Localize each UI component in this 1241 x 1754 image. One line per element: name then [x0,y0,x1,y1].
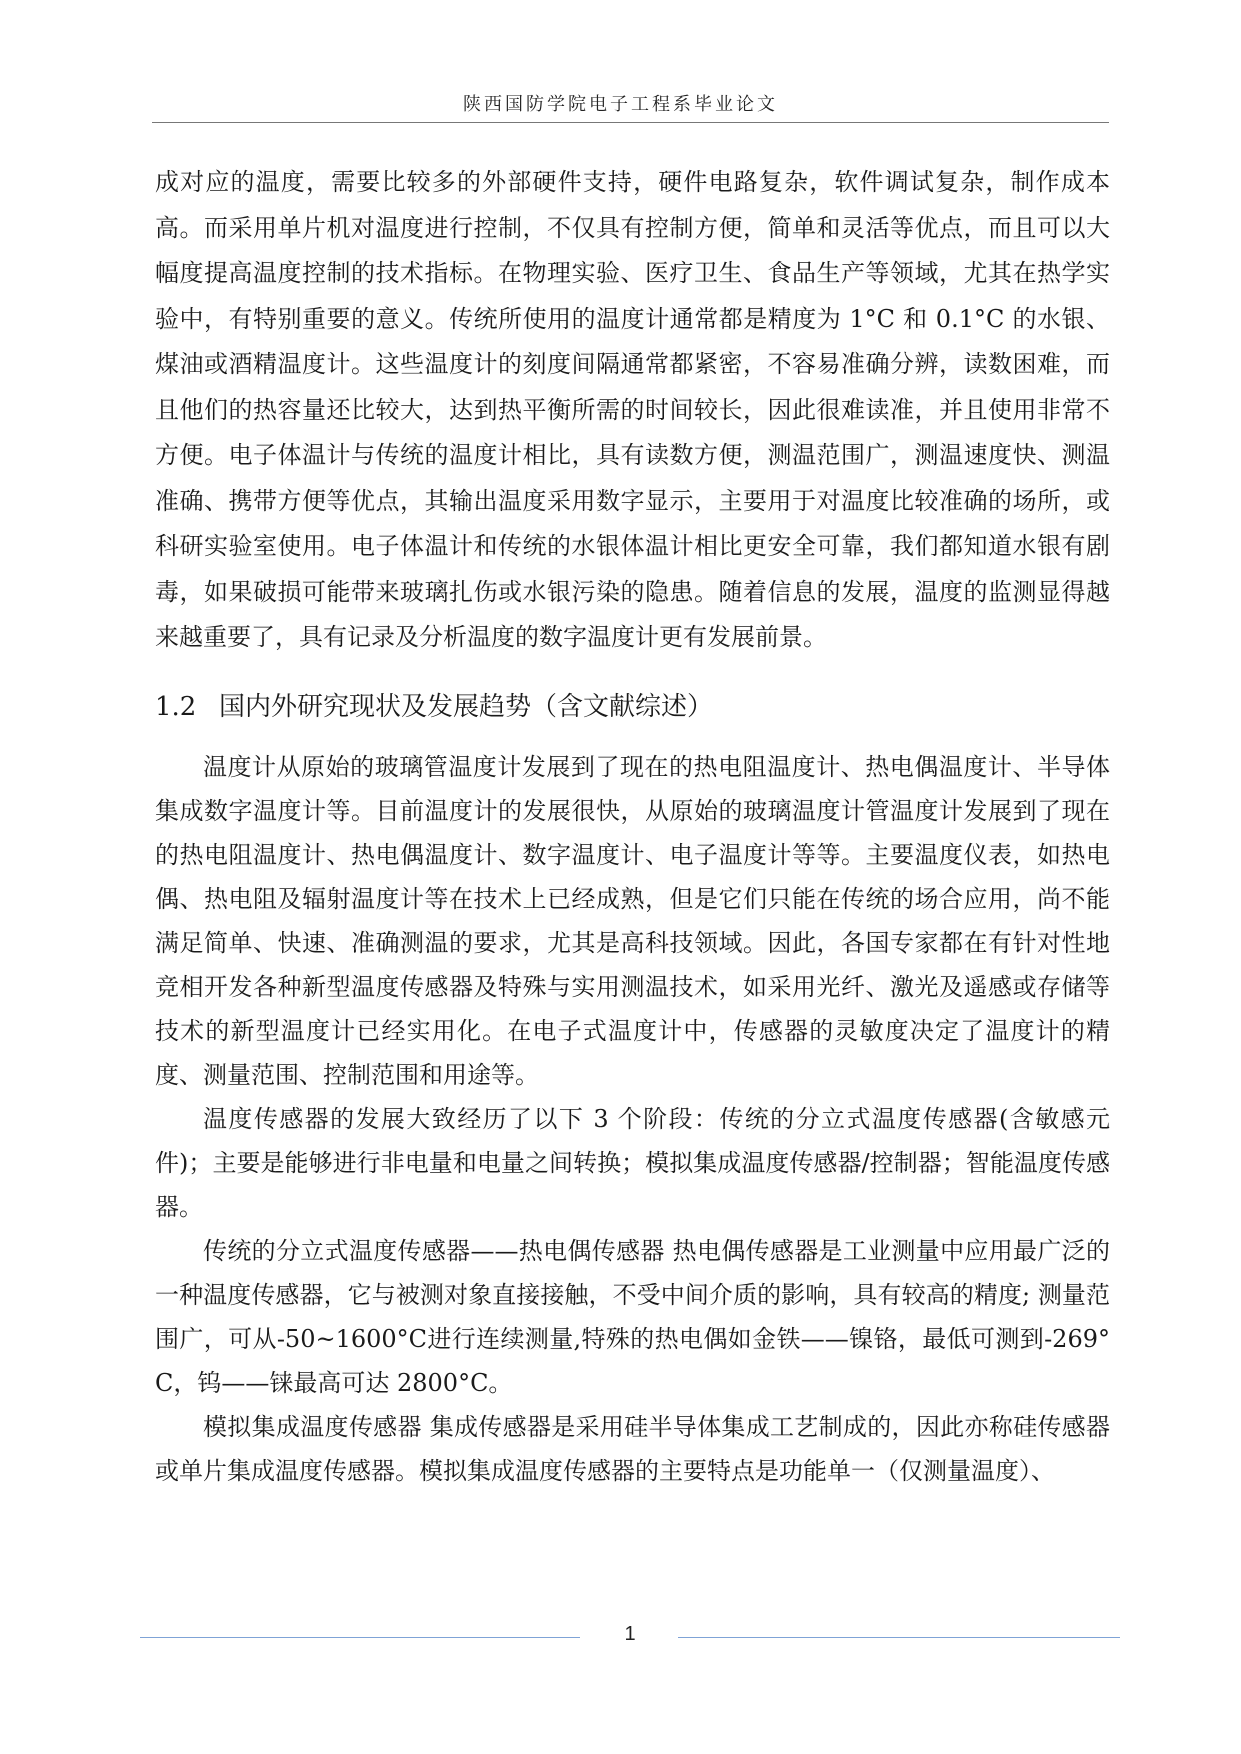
body-paragraph-5: 模拟集成温度传感器 集成传感器是采用硅半导体集成工艺制成的，因此亦称硅传感器或单片集成温度传感器。模拟集成温度传感器的主要特点是功能单一（仅测量温度）、 [155,1412,1110,1485]
page-number: 1 [624,1623,636,1645]
footer-rule-right [678,1637,1120,1638]
running-header: 陕西国防学院电子工程系毕业论文 [463,94,778,115]
section-number: 1.2 [155,691,197,722]
page-body [155,160,1110,1493]
body-paragraph-1: 成对应的温度，需要比较多的外部硬件支持，硬件电路复杂，软件调试复杂，制作成本高。而采用单片机对温度进行控制，不仅具有控制方便，简单和灵活等优点，而且可以大幅度提高温度控制的技术指标。在物理实验、医疗卫生、食品生产等领域，尤其在热学实验中，有特别重要的意义。传统所使用的温度计通常都是精度为 1°C 和 0.1°C 的水银、煤油或酒精温度计。这些温度计的刻度间隔通常都紧密，不容易准确分辨，读数困难，而且他们的热容量还比较大，达到热平衡所需的时间较长，因此很难读准，并且使用非常不方便。电子体温计与传统的温度计相比，具有读数方便，测温范围广，测温速度快、测温准确、携带方便等优点，其输出温度采用数字显示，主要用于对温度比较准确的场所，或科研实验室使用。电子体温计和传统的水银体温计相比更安全可靠，我们都知道水银有剧毒，如果破损可能带来玻璃扎伤或水银污染的隐患。随着信息的发展，温度的监测显得越来越重要了，具有记录及分析温度的数字温度计更有发展前景。 [155,168,1110,651]
footer-rule-left [140,1637,580,1638]
body-paragraph-2: 温度计从原始的玻璃管温度计发展到了现在的热电阻温度计、热电偶温度计、半导体集成数字温度计等。目前温度计的发展很快，从原始的玻璃温度计管温度计发展到了现在的热电阻温度计、热电偶温度计、数字温度计、电子温度计等等。主要温度仪表，如热电偶、热电阻及辐射温度计等在技术上已经成熟，但是它们只能在传统的场合应用，尚不能满足简单、快速、准确测温的要求，尤其是高科技领域。因此，各国专家都在有针对性地竞相开发各种新型温度传感器及特殊与实用测温技术，如采用光纤、激光及遥感或存储等技术的新型温度计已经实用化。在电子式温度计中，传感器的灵敏度决定了温度计的精度、测量范围、控制范围和用途等。 [155,752,1110,1089]
section-title: 国内外研究现状及发展趋势（含文献综述） [219,691,714,722]
header-rule [152,122,1109,123]
body-paragraph-4: 传统的分立式温度传感器——热电偶传感器 热电偶传感器是工业测量中应用最广泛的一种温度传感器，它与被测对象直接接触，不受中间介质的影响，具有较高的精度; 测量范围广，可从-50~1600°C进行连续测量,特殊的热电偶如金铁——镍铬，最低可测到-269°C，钨——铼最高可达 2800°C。 [155,1236,1110,1397]
body-paragraph-3: 温度传感器的发展大致经历了以下 3 个阶段：传统的分立式温度传感器(含敏感元件)；主要是能够进行非电量和电量之间转换；模拟集成温度传感器/控制器；智能温度传感器。 [155,1104,1110,1221]
section-heading [155,687,1110,727]
